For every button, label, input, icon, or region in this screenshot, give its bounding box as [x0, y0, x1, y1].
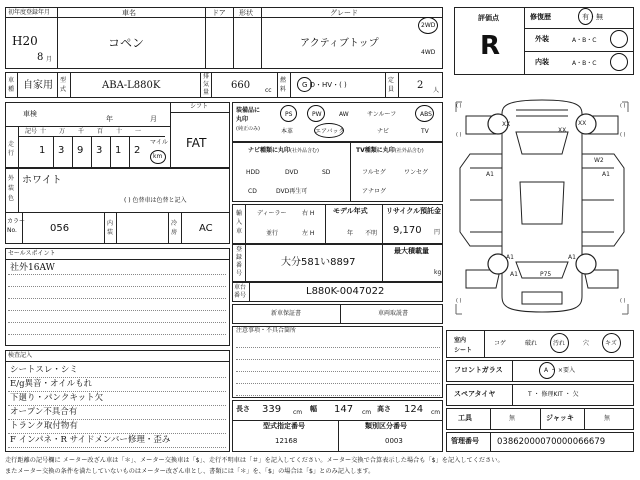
inspect-year: 年 [106, 115, 113, 123]
diag-bracket-bl: ( ) [456, 298, 462, 304]
fuel-label: 燃 料 [280, 77, 287, 93]
width-value: 147 [334, 404, 354, 415]
notes-block [232, 326, 443, 398]
model-year-label: モデル年式 [333, 207, 368, 215]
km-circle [150, 150, 166, 164]
type-value: ABA-L880K [102, 80, 161, 91]
equip-pw: PW [312, 111, 322, 118]
equip-navi: ナビ [377, 128, 390, 135]
door-label: ドア [212, 9, 226, 17]
score-label: 評価点 [478, 14, 499, 22]
tool-value: 無 [509, 415, 516, 422]
exterior-circle [610, 30, 628, 48]
month-unit: 月 [46, 56, 53, 63]
manage-value: 03862000070000066679 [497, 437, 606, 447]
car-name-label: 車名 [122, 9, 136, 17]
sales-point-label: セールスポイント [8, 250, 56, 257]
inspection-item-0: シートスレ・シミ [10, 365, 78, 375]
inspect-month: 月 [150, 115, 157, 123]
km-label: km [153, 153, 163, 160]
equip-pw-circle [307, 105, 325, 122]
diag-bracket-tl-top: ( ) [456, 103, 462, 109]
mileage-digit-4: 1 [115, 145, 122, 156]
repair-label: 修復歴 [530, 13, 551, 21]
chassis-value: L880K-0047022 [306, 286, 385, 297]
model-year-unit: 年 [347, 230, 354, 237]
exterior-label: 外装 [535, 35, 549, 43]
width-label: 幅 [310, 405, 317, 413]
diag-mark-3: A1 [486, 171, 494, 178]
equip-ps-circle [280, 105, 297, 122]
recycle-value: 9,170 [393, 225, 422, 236]
equip-airbag-circle [314, 123, 344, 138]
import-right: 右 H [302, 210, 315, 217]
inspection-label: 検査記入 [8, 352, 33, 359]
interior-label: 内 装 [107, 220, 114, 236]
glass-label: フロントガラス [454, 366, 503, 374]
drive-4wd: 4WD [421, 49, 436, 56]
spare-value: T ・ 修理KIT ・ 欠 [528, 391, 579, 398]
tv-oneseg: ワンセグ [404, 169, 429, 176]
color-note: ( ) 色替車は色替と記入 [124, 197, 187, 204]
unit-label-3: 百 [97, 128, 104, 135]
diag-mark-8: P75 [540, 271, 552, 278]
seat-ana: 穴 [583, 340, 590, 347]
repair-circle [578, 8, 593, 25]
class-no-value: 0003 [385, 437, 403, 445]
registration-label: 登 録 番 号 [236, 246, 243, 277]
unit-label-5: 一 [135, 128, 142, 135]
tv-fullseg: フルセグ [362, 169, 386, 176]
import-parallel: 並行 [266, 230, 279, 237]
record-label: 記号 [25, 128, 38, 135]
diag-mark-7: A1 [510, 271, 518, 278]
model-no-value: 12168 [275, 437, 298, 445]
shift-label: シフト [190, 103, 209, 110]
reg-year-label: 初年度登録年月 [8, 9, 51, 16]
length-unit: cm [293, 409, 303, 416]
nav-title: ナビ種類に丸印(社外品含む) [248, 147, 319, 154]
max-load-label: 最大積載量 [394, 247, 429, 255]
run-label: 走 行 [8, 141, 15, 157]
mileage-digit-3: 3 [96, 145, 103, 156]
spare-label: スペアタイヤ [454, 390, 496, 398]
seat-koge: コゲ [494, 340, 507, 347]
unit-label-2: 千 [78, 128, 85, 135]
tool-label: 工具 [458, 414, 472, 422]
length-value: 339 [262, 404, 282, 415]
glass-value: A ・ ×要入 [544, 367, 575, 374]
ac-value: AC [199, 223, 213, 234]
nav-sd: SD [322, 169, 331, 176]
equip-sunroof: サンルーフ [367, 111, 397, 118]
reg-label: 車 種 [8, 77, 15, 93]
equip-abs: ABS [420, 111, 432, 118]
type-label: 型 式 [60, 77, 67, 93]
capacity-value: 2 [417, 80, 424, 91]
registration-value: 大分581い8897 [281, 257, 356, 268]
equip-aw: AW [339, 111, 349, 118]
seat-yogore-circle [550, 333, 569, 353]
shape-label: 形状 [239, 9, 253, 17]
car-damage-diagram [446, 92, 638, 324]
unit-label-4: 十 [116, 128, 123, 135]
drive-2wd-circle [418, 17, 438, 34]
unit-label-0: 十 [40, 128, 47, 135]
color-label: 外 装 色 [8, 175, 15, 202]
width-unit: cm [362, 409, 372, 416]
cc-unit: cc [265, 87, 272, 94]
import-label: 輸 入 車 [236, 210, 243, 235]
height-label: 高さ [377, 405, 391, 413]
model-no-label: 型式指定番号 [263, 422, 305, 430]
mileage-digit-0: 1 [39, 145, 46, 156]
color-value: ホワイト [22, 175, 62, 186]
nav-cd: CD [248, 188, 257, 195]
tv-title: TV種類に丸印(社外品含む) [356, 147, 424, 154]
shift-value: FAT [186, 136, 207, 150]
color-no-value: 056 [50, 223, 70, 234]
ac-label: 冷 房 [171, 220, 178, 236]
max-load-unit: kg [434, 269, 442, 276]
seat-kizu-circle [602, 333, 621, 353]
grade-value: アクティブトップ [300, 38, 379, 49]
diag-bracket-br-top: ( ) [620, 103, 626, 109]
diag-mark-2: XX [578, 120, 587, 127]
equip-leather: 本革 [281, 128, 294, 135]
manage-label: 管理番号 [451, 437, 479, 445]
diag-mark-4: W2 [594, 157, 604, 164]
inspection-item-4: トランク取付物有 [10, 421, 78, 431]
inspection-item-2: 下廻り・パンクキット欠 [10, 393, 104, 403]
diag-mark-9: A1 [568, 254, 576, 261]
inspection-item-1: E/g異音・オイルもれ [10, 379, 93, 389]
inspect-label: 車検 [23, 110, 37, 118]
yen-unit: 円 [434, 229, 441, 236]
reg-value: 自家用 [23, 80, 53, 91]
jack-label: ジャッキ [546, 414, 574, 422]
seat-label: 室内 シート [454, 337, 473, 354]
jack-value: 無 [604, 415, 611, 422]
recycle-label: リサイクル預託金 [386, 207, 442, 215]
repair-value: 有・無 [582, 13, 603, 21]
equip-tv: TV [421, 128, 429, 135]
score-value: R [480, 31, 501, 61]
reg-year-value: H20 [12, 34, 38, 48]
drive-2wd: 2WD [421, 22, 436, 29]
exterior-value: A・B・C [572, 37, 597, 44]
equipment-sub: (純正のみ) [236, 126, 260, 132]
fuel-value: G D・HV・( ) [302, 81, 347, 89]
reg-month-value: 8 [37, 52, 44, 63]
nav-dvd-play: DVD再生可 [276, 188, 308, 195]
length-label: 長さ [236, 405, 250, 413]
capacity-unit: 人 [433, 87, 440, 94]
import-left: 左 H [302, 230, 315, 237]
tv-analog: アナログ [362, 188, 387, 195]
nav-hdd: HDD [246, 169, 260, 176]
inspection-item-5: F インパネ・R サイドメンバー修理・歪み [10, 435, 171, 445]
equip-ps: PS [285, 111, 293, 118]
warranty-label: 新車保証書 [271, 310, 302, 317]
docs-block [232, 304, 443, 324]
height-unit: cm [431, 409, 441, 416]
class-no-label: 類別区分番号 [365, 422, 407, 430]
capacity-label: 定 員 [388, 77, 395, 93]
diag-bracket-tl-bottom: ( ) [456, 132, 462, 138]
glass-a-circle [539, 362, 555, 379]
mileage-digit-2: 9 [77, 145, 84, 156]
seat-yabure: 破れ [525, 340, 538, 347]
seat-yogore: 汚れ [553, 340, 566, 347]
diag-bracket-br-bottom: ( ) [620, 132, 626, 138]
unit-label-1: 万 [59, 128, 66, 135]
interior-grade-label: 内装 [535, 58, 549, 66]
seat-kizu: キズ [605, 340, 617, 347]
mileage-digit-1: 3 [58, 145, 65, 156]
grade-label: グレード [330, 9, 358, 17]
diag-mark-6: A1 [506, 254, 514, 261]
cc-label: 排 気 量 [203, 73, 210, 96]
nav-dvd: DVD [285, 169, 299, 176]
footer-line-1: 走行距離の記号欄に メーター改ざん車は「＊」、メーター交換車は「$」、走行不明車は「＃」を記入してください。メーター交換で合算表示した場合も「$」を記入してください。 [5, 457, 504, 464]
mile-label: マイル [150, 139, 168, 146]
diag-mark-1: XX [558, 127, 567, 134]
model-year-unknown: 不明 [365, 230, 378, 237]
diag-mark-0: XX [502, 121, 511, 128]
equipment-label: 装備品に 丸印 [236, 107, 261, 123]
footer-line-2: またメーター交換の条件を満たしていないものはメーター改ざん車とし、書類には「＊」を、「$」の場合は「$」とのみ記入します。 [5, 468, 375, 475]
import-dealer: ディーラー [257, 210, 287, 217]
interior-grade-value: A・B・C [572, 60, 597, 67]
fuel-g-circle [297, 77, 312, 92]
diag-mark-5: A1 [602, 171, 610, 178]
notes-label: 注意事項・不具合箇所 [236, 327, 297, 334]
chassis-label: 車台 番号 [234, 284, 247, 299]
car-name-value: コペン [108, 36, 145, 50]
sales-point-value: 社外16AW [10, 263, 55, 273]
diag-bracket-br: ( ) [620, 298, 626, 304]
equip-airbag: エアバック [315, 128, 345, 135]
cc-value: 660 [231, 80, 251, 91]
inspection-item-3: オープン不具合有 [10, 407, 78, 417]
mileage-digit-5: 2 [134, 145, 141, 156]
equip-abs-circle [415, 105, 434, 122]
color-no-label: カラー No. [7, 218, 26, 234]
interior-circle [610, 53, 628, 71]
height-value: 124 [404, 404, 424, 415]
manual-label: 車両取説書 [378, 310, 409, 317]
